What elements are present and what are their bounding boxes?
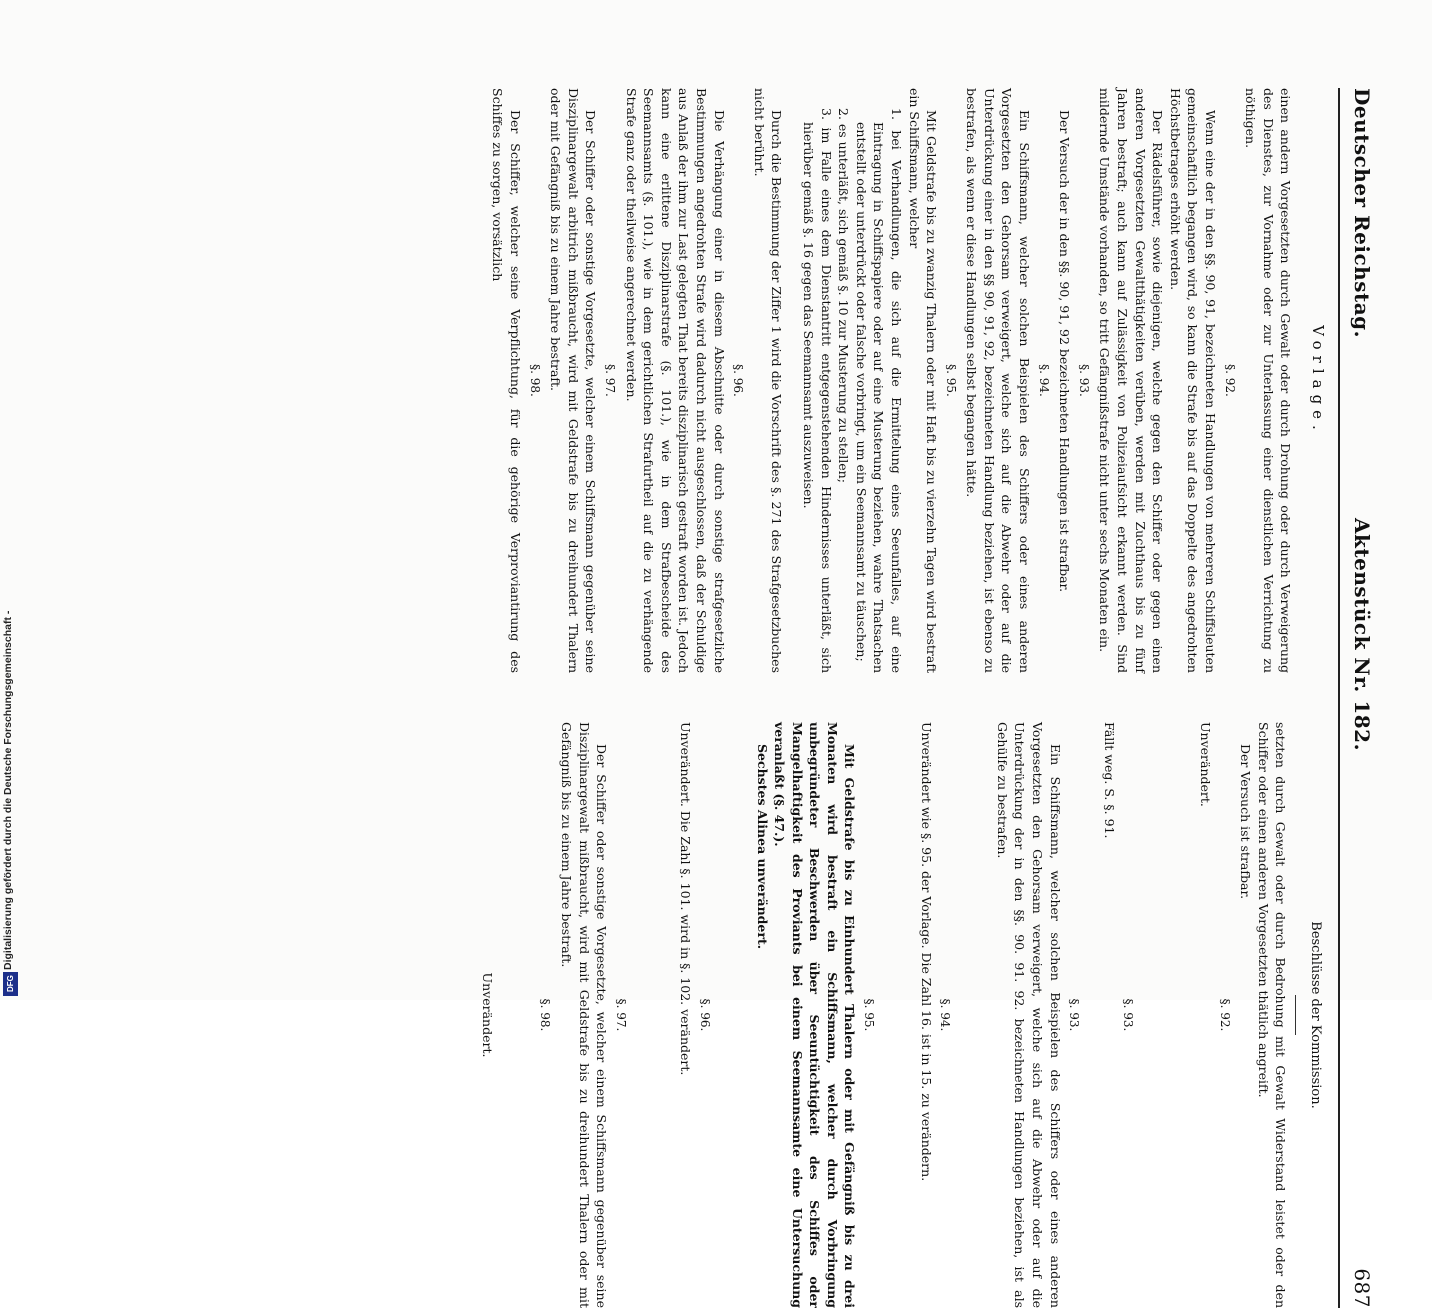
kommission-s93b-text: Ein Schiffsmann, welcher solchen Beispielen des Schiffers oder eines anderen Vorgesetzten den Gehorsam verweigert, welche sich auf die Abwehr oder auf die Unterdrückung der in den §§. 90. 91. 92. bezeichneten Handlungen beziehen, ist als Gehülfe zu bestrafen. — [994, 722, 1063, 1308]
dfg-logo: DFG — [3, 972, 18, 996]
vorlage-s96-text: Die Verhängung einer in diesem Abschnitte oder durch sonstige strafgesetzliche Bestimmungen angedrohten Strafe wird dadurch nicht ausgeschlossen, daß der Schuldige aus Anlaß der ihm zur Last gelegten That bereits disziplinarisch gestraft worden ist. Jedoch kann eine erlittene Disziplinarstrafe (§. 101.), wie in dem Strafbescheide des Seemannsamts (§. 101.), wie in dem gerichtlichen Strafurtheil auf die zu verhängende Strafe ganz oder theilweise angerechnet werden. — [623, 88, 727, 673]
header-title: Deutscher Reichstag. — [1350, 88, 1374, 339]
dfg-footer — [0, 590, 20, 1000]
page-header — [1344, 88, 1374, 1308]
kommission-heading-rule — [1295, 995, 1296, 1035]
kommission-s98-text: Unverändert. — [479, 972, 495, 1058]
vorlage-s95-title: §. 95. — [943, 364, 958, 397]
kommission-s95-text2: Sechstes Alinea unverändert. — [754, 744, 770, 950]
vorlage-s96-title: §. 96. — [731, 364, 746, 397]
kommission-heading: Beschlüsse der Kommission. — [1308, 921, 1323, 1109]
kommission-s94-title: §. 94. — [938, 998, 953, 1032]
kommission-column — [478, 722, 1334, 1308]
kommission-s97-text: Der Schiffer oder sonstige Vorgesetzte, welcher einem Schiffsmann gegenüber seine Disziplinargewalt mißbraucht, wird mit Geldstrafe bis zu dreihundert Thalern oder mit Gefängniß bis zu einem Jahre bestraft. — [558, 722, 610, 1308]
vorlage-s95-item: 2. es unterläßt, sich gemäß §. 10 zur Musterung zu stellen; — [836, 108, 852, 483]
header-document-number: Aktenstück Nr. 182. — [1350, 518, 1374, 752]
kommission-s92-text: Unverändert. — [1198, 722, 1214, 807]
vorlage-s97-title: §. 97. — [603, 364, 618, 397]
vorlage-s98-text: Der Schiffer, welcher seine Verpflichtung, für die gehörige Verproviantirung des Schiffes zu sorgen, vorsätzlich — [490, 88, 524, 673]
kommission-s96-title: §. 96. — [697, 998, 712, 1032]
kommission-intro: setzten durch Gewalt oder durch Bedrohung mit Gewalt Widerstand leistet oder den Schiffer oder einen anderen Vorgesetzten thätlich angreift. — [1255, 722, 1289, 1308]
vorlage-s94-title: §. 94. — [1036, 364, 1051, 397]
header-rule — [1338, 88, 1340, 1308]
vorlage-s95-item: 3. im Falle eines dem Dienstantritt entgegenstehenden Hindernisses unterläßt, sich hierüber gemäß §. 16 gegen das Seemannsamt auszuweisen. — [800, 108, 834, 673]
kommission-s98-title: §. 98. — [538, 998, 553, 1032]
kommission-s96-text: Unverändert. Die Zahl §. 101. wird in §. 102. verändert. — [678, 722, 694, 1076]
kommission-s94-text: Unverändert wie §. 95. der Vorlage. Die Zahl 16. ist in 15. zu verändern. — [918, 722, 934, 1182]
dfg-funding-note: Digitalisierung gefördert durch die Deutsche Forschungsgemeinschaft - — [2, 610, 14, 970]
kommission-s93b-title: §. 93. — [1067, 998, 1082, 1032]
vorlage-s97-text: Der Schiffer oder sonstige Vorgesetzte, welcher einem Schiffsmann gegenüber seine Disziplinargewalt arbitrich mißbraucht, wird mit Geldstrafe bis zu dreihundert Thalern oder mit Gefängniß bis zu einem Jahre bestraft. — [548, 88, 599, 673]
kommission-s93-text: Fällt weg. S. §. 91. — [1101, 722, 1117, 839]
vorlage-s94-text: Ein Schiffsmann, welcher solchen Beispielen des Schiffers oder eines anderen Vorgesetzten den Gehorsam verweigert, welche sich auf die Abwehr oder auf die Unterdrückung einer in den §§ 90, 91, 92, bezeichneten Handlung beziehen, ist ebenso zu bestrafen, als wenn er diese Handlungen selbst begangen hätte. — [964, 88, 1033, 673]
kommission-s97-title: §. 97. — [613, 998, 628, 1032]
vorlage-s95-note: Durch die Bestimmung der Ziffer 1 wird die Vorschrift des §. 271 des Strafgesetzbuches nicht berührt. — [751, 88, 785, 673]
vorlage-s92-title: §. 92. — [1222, 364, 1237, 397]
kommission-s95-text: Mit Geldstrafe bis zu Einhundert Thalern oder mit Gefängniß bis zu drei Monaten wird bestraft ein Schiffsmann, welcher durch Vorbringung unbegründeter Beschwerden über Seeuntüchtigkeit des Schiffes oder Mangelhaftigkeit des Proviants bei einem Seemannsamte eine Untersuchung veranlaßt (§. 47.). — [772, 722, 858, 1308]
page-number: 687 — [1350, 1268, 1374, 1308]
kommission-s95-title: §. 95. — [862, 998, 877, 1032]
vorlage-s92-text: Wenn eine der in den §§. 90, 91, bezeichneten Handlungen von mehreren Schiffsleuten gemeinschaftlich begangen wird, so kann die Strafe bis auf das Doppelte des angedrohten Höchstbetrages erhöht werden. — [1167, 88, 1219, 673]
vorlage-s98-title: §. 98. — [527, 364, 542, 397]
vorlage-s93-text: Der Versuch der in den §§. 90, 91, 92 bezeichneten Handlungen ist strafbar. — [1057, 110, 1073, 593]
vorlage-s93-title: §. 93. — [1076, 364, 1091, 397]
vorlage-heading: Vorlage. — [1309, 325, 1327, 436]
vorlage-column — [489, 88, 1334, 673]
kommission-s92-title: §. 92. — [1217, 998, 1232, 1032]
kommission-s93-title: §. 93. — [1121, 998, 1136, 1032]
kommission-intro2: Der Versuch ist strafbar. — [1238, 744, 1254, 900]
vorlage-s95-text: Mit Geldstrafe bis zu zwanzig Thalern oder mit Haft bis zu vierzehn Tagen wird bestraft ein Schiffsmann, welcher — [906, 88, 940, 673]
vorlage-s95-item: 1. bei Verhandlungen, die sich auf die Ermittelung eines Seeunfalles, auf eine Eintragung in Schiffspapiere oder auf eine Musterung beziehen, wahre Thatsachen entstellt oder unterdrückt oder falsche vorbringt, um ein Seemannsamt zu täuschen; — [853, 108, 904, 673]
vorlage-intro: einen andern Vorgesetzten durch Gewalt oder durch Drohung oder durch Verweigerung des Dienstes, zur Vornahme oder zur Unterlassung einer dienstlichen Verrichtung zu nöthigen. — [1243, 88, 1294, 673]
vorlage-s92-text2: Der Rädelsführer, sowie diejenigen, welche gegen den Schiffer oder gegen einen anderen Vorgesetzten Gewaltthätigkeiten verüben, werden mit Zuchthaus bis zu fünf Jahren bestraft; auch kann auf Zulässigkeit von Polizeiaufsicht erkannt werden. Sind mildernde Umstände vorhanden, so tritt Gefängnißstrafe nicht unter sechs Monaten ein. — [1097, 88, 1166, 673]
